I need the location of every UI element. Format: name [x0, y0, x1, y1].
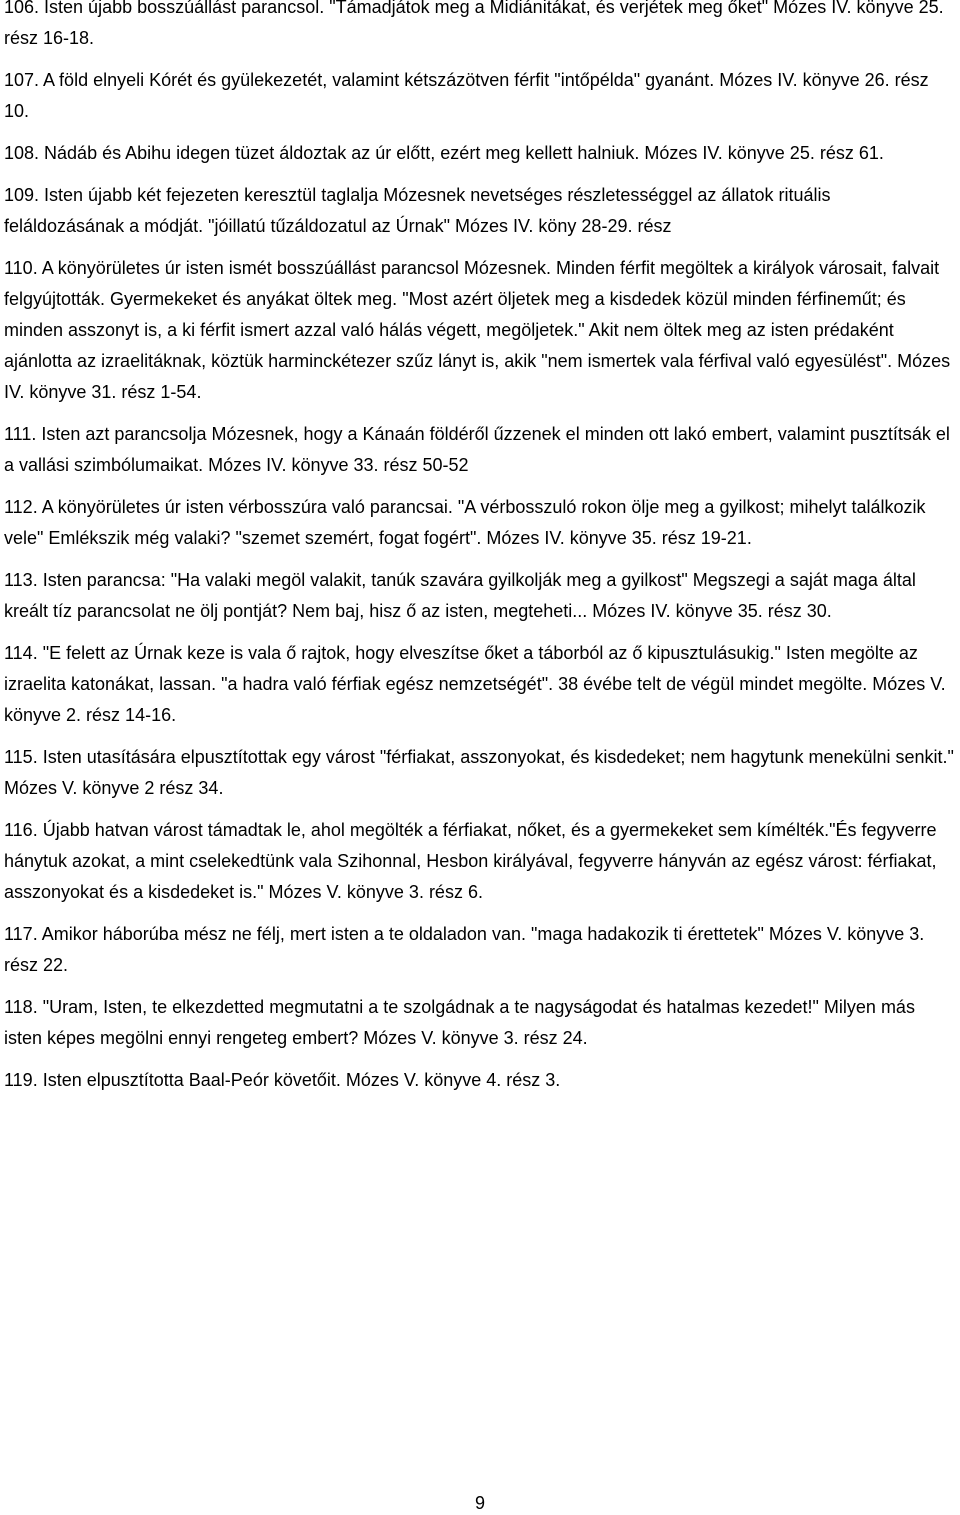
paragraph-118: 118. "Uram, Isten, te elkezdetted megmutatni a te szolgádnak a te nagyságodat és hatalmas kezedet!" Milyen más isten képes megölni ennyi rengeteg embert? Mózes V. könyve 3. rész 24. — [4, 997, 915, 1048]
document-page — [4, 0, 954, 1107]
paragraph-110: 110. A könyörületes úr isten ismét bosszúállást parancsol Mózesnek. Minden férfit megöltek a királyok városait, falvait felgyújtották. Gyermekeket és anyákat öltek meg. "Most azért öljetek meg a kisdedek közül minden férfineműt; és minden asszonyt is, a ki férfit ismert azzal való hálás végett, megöljetek." Akit nem öltek meg az isten prédaként ajánlotta az izraelitáknak, köztük harminckétezer szűz lányt is, akik "nem ismertek vala férfival való egyesülést". Mózes IV. könyve 31. rész 1-54. — [4, 258, 951, 402]
paragraph-111: 111. Isten azt parancsolja Mózesnek, hogy a Kánaán földéről űzzenek el minden ott lakó embert, valamint pusztítsák el a vallási szimbólumaikat. Mózes IV. könyve 33. rész 50-52 — [4, 424, 950, 475]
paragraph-106: 106. Isten újabb bosszúállást parancsol. "Támadjátok meg a Midiánitákat, és verjétek meg őket" Mózes IV. könyve 25. rész 16-18. — [4, 0, 944, 48]
paragraph-108: 108. Nádáb és Abihu idegen tüzet áldoztak az úr előtt, ezért meg kellett halniuk. Mózes IV. könyve 25. rész 61. — [4, 143, 884, 163]
paragraph-112: 112. A könyörületes úr isten vérbosszúra való parancsai. "A vérbosszuló rokon ölje meg a gyilkost; mihelyt találkozik vele" Emlékszik még valaki? "szemet szemért, fogat fogért". Mózes IV. könyve 35. rész 19-21. — [4, 497, 926, 548]
paragraph-116: 116. Újabb hatvan várost támadtak le, ahol megölték a férfiakat, nőket, és a gyermekeket sem kímélték."És fegyverre hánytuk azokat, a mint cselekedtünk vala Szihonnal, Hesbon királyával, fegyverre hányván az egész várost: férfiakat, asszonyokat és a kisdedeket is." Mózes V. könyve 3. rész 6. — [4, 820, 937, 902]
paragraph-113: 113. Isten parancsa: "Ha valaki megöl valakit, tanúk szavára gyilkolják meg a gyilkost" Megszegi a saját maga által kreált tíz parancsolat ne ölj pontját? Nem baj, hisz ő az isten, megteheti... Mózes IV. könyve 35. rész 30. — [4, 570, 916, 621]
page-number: 9 — [474, 1493, 485, 1513]
paragraph-119: 119. Isten elpusztította Baal-Peór követőit. Mózes V. könyve 4. rész 3. — [4, 1070, 561, 1090]
paragraph-117: 117. Amikor háborúba mész ne félj, mert isten a te oldaladon van. "maga hadakozik ti érettetek" Mózes V. könyve 3. rész 22. — [4, 924, 925, 975]
paragraph-115: 115. Isten utasítására elpusztítottak egy várost "férfiakat, asszonyokat, és kisdedeket; nem hagytunk menekülni senkit." Mózes V. könyve 2 rész 34. — [4, 747, 954, 798]
paragraph-107: 107. A föld elnyeli Kórét és gyülekezetét, valamint kétszázötven férfit "intőpélda" gyanánt. Mózes IV. könyve 26. rész 10. — [4, 70, 929, 121]
paragraph-109: 109. Isten újabb két fejezeten keresztül taglalja Mózesnek nevetséges részletességgel az állatok rituális feláldozásának a módját. "jóillatú tűzáldozatul az Úrnak" Mózes IV. köny 28-29. rész — [4, 185, 831, 236]
paragraph-114: 114. "E felett az Úrnak keze is vala ő rajtok, hogy elveszítse őket a táborból az ő kipusztulásukig." Isten megölte az izraelita katonákat, lassan. "a hadra való férfiak egész nemzetségét". 38 évébe telt de végül mindet megölte. Mózes V. könyve 2. rész 14-16. — [4, 643, 946, 725]
